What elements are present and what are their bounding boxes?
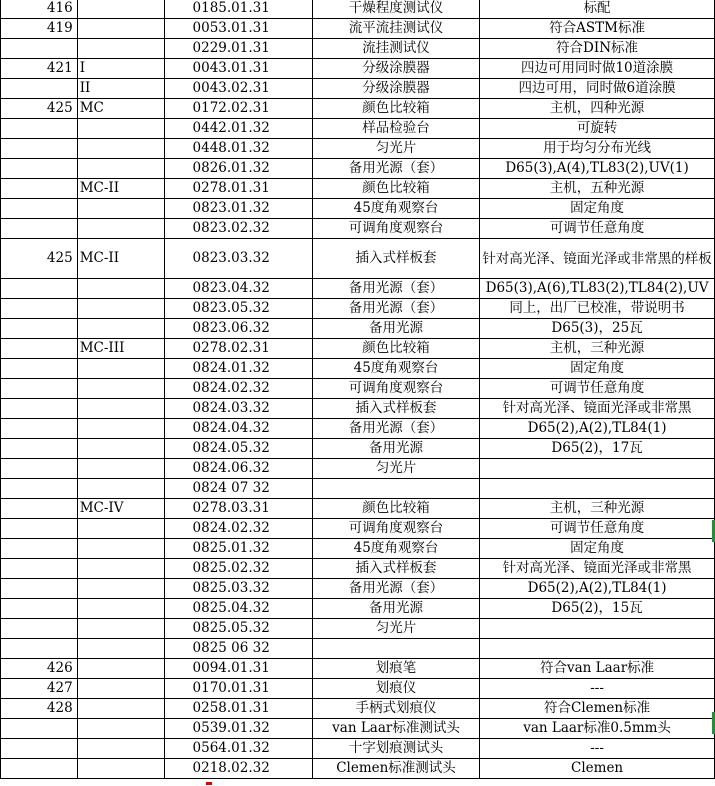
article-code-cell[interactable]: 0824 07 32 bbox=[164, 479, 312, 499]
table-row bbox=[1, 119, 715, 139]
description-cell[interactable] bbox=[480, 459, 715, 479]
description-cell[interactable] bbox=[480, 619, 715, 639]
description-cell[interactable] bbox=[480, 479, 715, 499]
description-cell[interactable]: D65(2),A(2),TL84(1) bbox=[480, 419, 715, 439]
product-name-cell[interactable]: 备用光源（套） bbox=[312, 279, 479, 299]
variant-cell[interactable] bbox=[77, 379, 164, 399]
product-name-cell[interactable]: 备用光源（套） bbox=[312, 159, 479, 179]
product-name-cell[interactable]: 匀光片 bbox=[312, 139, 479, 159]
article-code-cell[interactable]: 0825.05.32 bbox=[164, 619, 312, 639]
item-number-cell[interactable] bbox=[1, 319, 78, 339]
product-name-cell[interactable]: 备用光源 bbox=[312, 599, 479, 619]
article-code-cell[interactable]: 0824.06.32 bbox=[164, 459, 312, 479]
variant-cell[interactable] bbox=[77, 719, 164, 739]
article-code-cell[interactable]: 0824.04.32 bbox=[164, 419, 312, 439]
table-row bbox=[1, 539, 715, 559]
product-name-cell[interactable]: 备用光源（套） bbox=[312, 419, 479, 439]
article-code-cell[interactable]: 0170.01.31 bbox=[164, 679, 312, 699]
item-number-cell[interactable] bbox=[1, 519, 78, 539]
variant-cell[interactable] bbox=[77, 659, 164, 679]
variant-cell[interactable] bbox=[77, 599, 164, 619]
table-row bbox=[1, 439, 715, 459]
description-cell[interactable]: 固定角度 bbox=[480, 359, 715, 379]
table-row bbox=[1, 559, 715, 579]
article-code-cell[interactable]: 0825.02.32 bbox=[164, 559, 312, 579]
item-number-cell[interactable] bbox=[1, 359, 78, 379]
description-cell[interactable]: 标配 bbox=[480, 0, 715, 19]
item-number-cell[interactable] bbox=[1, 399, 78, 419]
variant-cell[interactable] bbox=[77, 459, 164, 479]
article-code-cell[interactable]: 0564.01.32 bbox=[164, 739, 312, 759]
item-number-cell[interactable] bbox=[1, 159, 78, 179]
article-code-cell[interactable]: 0824.01.32 bbox=[164, 359, 312, 379]
table-row bbox=[1, 359, 715, 379]
table-row bbox=[1, 579, 715, 599]
description-cell[interactable]: 针对高光泽、镜面光泽或非常黑的样板 bbox=[480, 239, 715, 279]
product-name-cell[interactable]: 备用光源（套） bbox=[312, 579, 479, 599]
item-number-cell[interactable]: 419 bbox=[1, 19, 78, 39]
variant-cell[interactable]: II bbox=[77, 79, 164, 99]
item-number-cell[interactable] bbox=[1, 719, 78, 739]
article-code-cell[interactable]: 0043.01.31 bbox=[164, 59, 312, 79]
product-name-cell[interactable]: 干燥程度测试仪 bbox=[312, 0, 479, 19]
table-row bbox=[1, 719, 715, 739]
table-row bbox=[1, 59, 715, 79]
description-cell[interactable]: 可调节任意角度 bbox=[480, 379, 715, 399]
variant-cell[interactable] bbox=[77, 279, 164, 299]
description-cell[interactable]: D65(3)，25瓦 bbox=[480, 319, 715, 339]
description-cell[interactable]: 四边可用，同时做6道涂膜 bbox=[480, 79, 715, 99]
product-name-cell[interactable]: 十字划痕测试头 bbox=[312, 739, 479, 759]
description-cell[interactable]: 符合Clemen标准 bbox=[480, 699, 715, 719]
item-number-cell[interactable] bbox=[1, 279, 78, 299]
table-row bbox=[1, 519, 715, 539]
article-code-cell[interactable]: 0278.01.31 bbox=[164, 179, 312, 199]
product-name-cell[interactable]: 分级涂膜器 bbox=[312, 79, 479, 99]
variant-cell[interactable] bbox=[77, 19, 164, 39]
table-row bbox=[1, 759, 715, 779]
table-row bbox=[1, 479, 715, 499]
table-row bbox=[1, 239, 715, 279]
product-name-cell[interactable]: 分级涂膜器 bbox=[312, 59, 479, 79]
description-cell[interactable]: D65(2),A(2),TL84(1) bbox=[480, 579, 715, 599]
article-code-cell[interactable]: 0258.01.31 bbox=[164, 699, 312, 719]
item-number-cell[interactable] bbox=[1, 79, 78, 99]
variant-cell[interactable] bbox=[77, 419, 164, 439]
item-number-cell[interactable] bbox=[1, 459, 78, 479]
article-code-cell[interactable]: 0053.01.31 bbox=[164, 19, 312, 39]
table-row bbox=[1, 659, 715, 679]
product-name-cell[interactable]: 颜色比较箱 bbox=[312, 179, 479, 199]
article-code-cell[interactable]: 0278.02.31 bbox=[164, 339, 312, 359]
product-name-cell[interactable]: Clemen标准测试头 bbox=[312, 759, 479, 779]
description-cell[interactable]: 针对高光泽、镜面光泽或非常黑 bbox=[480, 559, 715, 579]
product-name-cell[interactable]: 备用光源 bbox=[312, 319, 479, 339]
variant-cell[interactable] bbox=[77, 399, 164, 419]
description-cell[interactable]: D65(2)，17瓦 bbox=[480, 439, 715, 459]
product-name-cell[interactable]: 备用光源（套） bbox=[312, 299, 479, 319]
product-name-cell[interactable]: van Laar标准测试头 bbox=[312, 719, 479, 739]
table-row bbox=[1, 299, 715, 319]
table-row bbox=[1, 459, 715, 479]
table-row bbox=[1, 39, 715, 59]
product-name-cell[interactable]: 颜色比较箱 bbox=[312, 499, 479, 519]
article-code-cell[interactable]: 0823.04.32 bbox=[164, 279, 312, 299]
table-row bbox=[1, 699, 715, 719]
article-code-cell[interactable]: 0826.01.32 bbox=[164, 159, 312, 179]
description-cell[interactable]: 符合DIN标准 bbox=[480, 39, 715, 59]
item-number-cell[interactable]: 416 bbox=[1, 0, 78, 19]
table-row bbox=[1, 419, 715, 439]
item-number-cell[interactable] bbox=[1, 619, 78, 639]
article-code-cell[interactable]: 0824.03.32 bbox=[164, 399, 312, 419]
article-code-cell[interactable]: 0823.01.32 bbox=[164, 199, 312, 219]
variant-cell[interactable] bbox=[77, 639, 164, 659]
description-cell[interactable]: D65(2)，15瓦 bbox=[480, 599, 715, 619]
variant-cell[interactable] bbox=[77, 579, 164, 599]
article-code-cell[interactable]: 0448.01.32 bbox=[164, 139, 312, 159]
description-cell[interactable]: D65(3),A(6),TL83(2),TL84(2),UV bbox=[480, 279, 715, 299]
item-number-cell[interactable] bbox=[1, 739, 78, 759]
product-table-body bbox=[1, 0, 715, 779]
item-number-cell[interactable] bbox=[1, 439, 78, 459]
variant-cell[interactable] bbox=[77, 699, 164, 719]
product-name-cell[interactable]: 匀光片 bbox=[312, 459, 479, 479]
article-code-cell[interactable]: 0824.05.32 bbox=[164, 439, 312, 459]
item-number-cell[interactable] bbox=[1, 599, 78, 619]
variant-cell[interactable] bbox=[77, 759, 164, 779]
description-cell[interactable]: 同上，出厂已校准，带说明书 bbox=[480, 299, 715, 319]
variant-cell[interactable] bbox=[77, 439, 164, 459]
item-number-cell[interactable]: 425 bbox=[1, 99, 78, 119]
product-name-cell[interactable]: 可调角度观察台 bbox=[312, 519, 479, 539]
description-cell[interactable]: --- bbox=[480, 739, 715, 759]
variant-cell[interactable] bbox=[77, 539, 164, 559]
article-code-cell[interactable]: 0825 06 32 bbox=[164, 639, 312, 659]
table-row bbox=[1, 279, 715, 299]
variant-cell[interactable] bbox=[77, 199, 164, 219]
table-row bbox=[1, 619, 715, 639]
item-number-cell[interactable] bbox=[1, 299, 78, 319]
article-code-cell[interactable]: 0824.02.32 bbox=[164, 519, 312, 539]
variant-cell[interactable] bbox=[77, 739, 164, 759]
description-cell[interactable]: D65(3),A(4),TL83(2),UV(1) bbox=[480, 159, 715, 179]
article-code-cell[interactable]: 0825.04.32 bbox=[164, 599, 312, 619]
variant-cell[interactable] bbox=[77, 139, 164, 159]
table-row bbox=[1, 399, 715, 419]
table-row bbox=[1, 0, 715, 19]
product-name-cell[interactable]: 45度角观察台 bbox=[312, 539, 479, 559]
product-name-cell[interactable]: 划痕仪 bbox=[312, 679, 479, 699]
description-cell[interactable]: 主机，三种光源 bbox=[480, 339, 715, 359]
description-cell[interactable]: Clemen bbox=[480, 759, 715, 779]
description-cell[interactable]: 可调节任意角度 bbox=[480, 219, 715, 239]
item-number-cell[interactable] bbox=[1, 219, 78, 239]
product-name-cell[interactable]: 可调角度观察台 bbox=[312, 379, 479, 399]
variant-cell[interactable]: MC-III bbox=[77, 339, 164, 359]
item-number-cell[interactable] bbox=[1, 39, 78, 59]
item-number-cell[interactable] bbox=[1, 139, 78, 159]
variant-cell[interactable]: I bbox=[77, 59, 164, 79]
table-row bbox=[1, 139, 715, 159]
product-name-cell[interactable]: 颜色比较箱 bbox=[312, 99, 479, 119]
table-row bbox=[1, 19, 715, 39]
variant-cell[interactable] bbox=[77, 319, 164, 339]
product-name-cell[interactable] bbox=[312, 479, 479, 499]
article-code-cell[interactable]: 0824.02.32 bbox=[164, 379, 312, 399]
variant-cell[interactable] bbox=[77, 559, 164, 579]
description-cell[interactable]: van Laar标准0.5mm头 bbox=[480, 719, 715, 739]
item-number-cell[interactable] bbox=[1, 379, 78, 399]
article-code-cell[interactable]: 0823.05.32 bbox=[164, 299, 312, 319]
article-code-cell[interactable]: 0043.02.31 bbox=[164, 79, 312, 99]
variant-cell[interactable] bbox=[77, 619, 164, 639]
article-code-cell[interactable]: 0442.01.32 bbox=[164, 119, 312, 139]
product-name-cell[interactable]: 可调角度观察台 bbox=[312, 219, 479, 239]
variant-cell[interactable] bbox=[77, 359, 164, 379]
article-code-cell[interactable]: 0185.01.31 bbox=[164, 0, 312, 19]
table-row bbox=[1, 379, 715, 399]
description-cell[interactable]: 固定角度 bbox=[480, 539, 715, 559]
item-number-cell[interactable] bbox=[1, 479, 78, 499]
item-number-cell[interactable] bbox=[1, 559, 78, 579]
variant-cell[interactable] bbox=[77, 519, 164, 539]
variant-cell[interactable]: MC-II bbox=[77, 239, 164, 279]
table-row bbox=[1, 319, 715, 339]
product-name-cell[interactable]: 流挂测试仪 bbox=[312, 39, 479, 59]
article-code-cell[interactable]: 0278.03.31 bbox=[164, 499, 312, 519]
product-name-cell[interactable]: 匀光片 bbox=[312, 619, 479, 639]
description-cell[interactable]: 可旋转 bbox=[480, 119, 715, 139]
description-cell[interactable]: 符合ASTM标准 bbox=[480, 19, 715, 39]
product-name-cell[interactable] bbox=[312, 639, 479, 659]
table-row bbox=[1, 639, 715, 659]
product-name-cell[interactable]: 样品检验台 bbox=[312, 119, 479, 139]
item-number-cell[interactable]: 428 bbox=[1, 699, 78, 719]
item-number-cell[interactable] bbox=[1, 639, 78, 659]
variant-cell[interactable] bbox=[77, 119, 164, 139]
variant-cell[interactable]: MC-II bbox=[77, 179, 164, 199]
article-code-cell[interactable]: 0825.03.32 bbox=[164, 579, 312, 599]
item-number-cell[interactable]: 427 bbox=[1, 679, 78, 699]
item-number-cell[interactable] bbox=[1, 339, 78, 359]
item-number-cell[interactable] bbox=[1, 539, 78, 559]
error-marker bbox=[206, 782, 212, 785]
product-name-cell[interactable]: 插入式样板套 bbox=[312, 399, 479, 419]
table-row bbox=[1, 679, 715, 699]
description-cell[interactable]: 用于均匀分布光线 bbox=[480, 139, 715, 159]
item-number-cell[interactable] bbox=[1, 119, 78, 139]
item-number-cell[interactable]: 426 bbox=[1, 659, 78, 679]
variant-cell[interactable] bbox=[77, 679, 164, 699]
description-cell[interactable]: 四边可用同时做10道涂膜 bbox=[480, 59, 715, 79]
product-name-cell[interactable]: 45度角观察台 bbox=[312, 359, 479, 379]
product-name-cell[interactable]: 流平流挂测试仪 bbox=[312, 19, 479, 39]
article-code-cell[interactable]: 0229.01.31 bbox=[164, 39, 312, 59]
product-name-cell[interactable]: 插入式样板套 bbox=[312, 239, 479, 279]
item-number-cell[interactable] bbox=[1, 199, 78, 219]
variant-cell[interactable] bbox=[77, 219, 164, 239]
product-name-cell[interactable]: 划痕笔 bbox=[312, 659, 479, 679]
article-code-cell[interactable]: 0823.06.32 bbox=[164, 319, 312, 339]
article-code-cell[interactable]: 0825.01.32 bbox=[164, 539, 312, 559]
article-code-cell[interactable]: 0218.02.32 bbox=[164, 759, 312, 779]
table-row bbox=[1, 739, 715, 759]
variant-cell[interactable] bbox=[77, 159, 164, 179]
item-number-cell[interactable] bbox=[1, 759, 78, 779]
product-name-cell[interactable]: 手柄式划痕仪 bbox=[312, 699, 479, 719]
variant-cell[interactable] bbox=[77, 479, 164, 499]
article-code-cell[interactable]: 0539.01.32 bbox=[164, 719, 312, 739]
item-number-cell[interactable] bbox=[1, 179, 78, 199]
variant-cell[interactable]: MC bbox=[77, 99, 164, 119]
item-number-cell[interactable] bbox=[1, 499, 78, 519]
table-row bbox=[1, 339, 715, 359]
description-cell[interactable]: 主机，三种光源 bbox=[480, 499, 715, 519]
table-row bbox=[1, 79, 715, 99]
description-cell[interactable]: 主机，五种光源 bbox=[480, 179, 715, 199]
description-cell[interactable] bbox=[480, 639, 715, 659]
description-cell[interactable]: 固定角度 bbox=[480, 199, 715, 219]
product-name-cell[interactable]: 颜色比较箱 bbox=[312, 339, 479, 359]
table-row bbox=[1, 199, 715, 219]
product-name-cell[interactable]: 45度角观察台 bbox=[312, 199, 479, 219]
article-code-cell[interactable]: 0823.03.32 bbox=[164, 239, 312, 279]
table-row bbox=[1, 99, 715, 119]
article-code-cell[interactable]: 0823.02.32 bbox=[164, 219, 312, 239]
product-name-cell[interactable]: 备用光源 bbox=[312, 439, 479, 459]
variant-cell[interactable] bbox=[77, 39, 164, 59]
description-cell[interactable]: 可调节任意角度 bbox=[480, 519, 715, 539]
table-row bbox=[1, 599, 715, 619]
article-code-cell[interactable]: 0172.02.31 bbox=[164, 99, 312, 119]
description-cell[interactable]: 主机，四种光源 bbox=[480, 99, 715, 119]
description-cell[interactable]: 符合van Laar标准 bbox=[480, 659, 715, 679]
product-name-cell[interactable]: 插入式样板套 bbox=[312, 559, 479, 579]
item-number-cell[interactable] bbox=[1, 419, 78, 439]
variant-cell[interactable] bbox=[77, 299, 164, 319]
article-code-cell[interactable]: 0094.01.31 bbox=[164, 659, 312, 679]
variant-cell[interactable]: MC-IV bbox=[77, 499, 164, 519]
description-cell[interactable]: 针对高光泽、镜面光泽或非常黑 bbox=[480, 399, 715, 419]
table-row bbox=[1, 499, 715, 519]
table-row bbox=[1, 219, 715, 239]
table-row bbox=[1, 179, 715, 199]
table-row bbox=[1, 159, 715, 179]
variant-cell[interactable] bbox=[77, 0, 164, 19]
item-number-cell[interactable]: 425 bbox=[1, 239, 78, 279]
item-number-cell[interactable]: 421 bbox=[1, 59, 78, 79]
item-number-cell[interactable] bbox=[1, 579, 78, 599]
description-cell[interactable]: --- bbox=[480, 679, 715, 699]
